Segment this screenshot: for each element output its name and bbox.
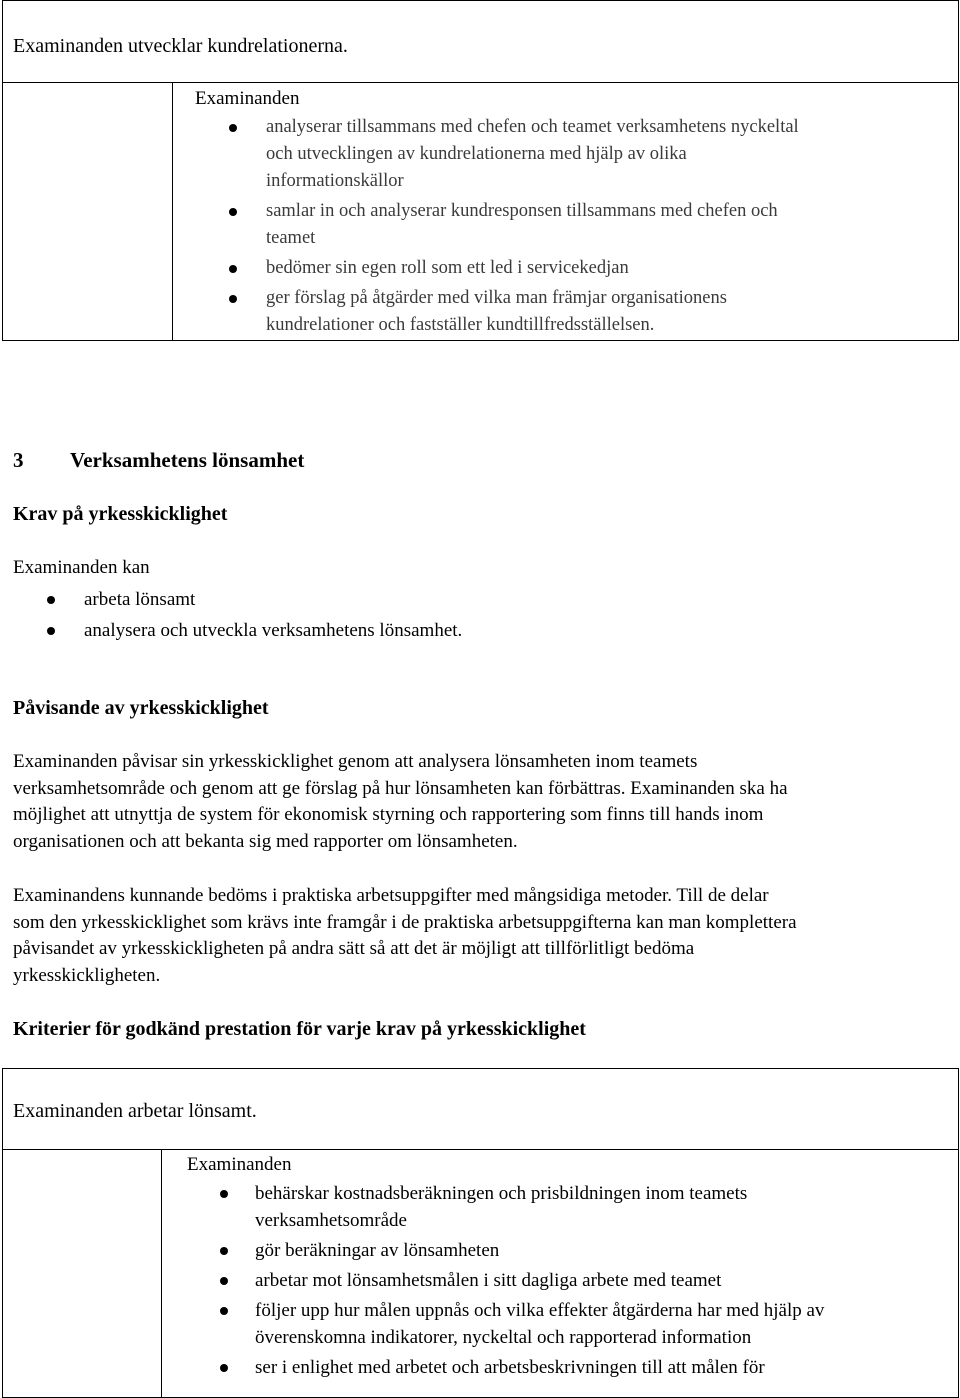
list-item xyxy=(255,1237,955,1264)
list-item-text: verksamhetsområde xyxy=(255,1210,407,1231)
section-number: 3 xyxy=(13,448,24,472)
list-item-text: arbeta lönsamt xyxy=(84,589,196,610)
list-item xyxy=(255,1267,955,1294)
table-2-header: Examinanden arbetar lönsamt. xyxy=(13,1100,257,1122)
section-heading xyxy=(13,446,305,474)
paragraph-line: yrkesskickligheten. xyxy=(13,964,161,986)
list-item-text: bedömer sin egen roll som ett led i servicekedjan xyxy=(266,258,629,278)
paragraph-line: som den yrkesskicklighet som krävs inte framgår i de praktiska arbetsuppgifterna kan man komplettera xyxy=(13,911,797,933)
list-item-text: ger förslag på åtgärder med vilka man främjar organisationens xyxy=(266,288,727,308)
table-divider xyxy=(3,82,958,83)
list-item-text: gör beräkningar av lönsamheten xyxy=(255,1240,500,1261)
list-item-text: kundrelationer och fastställer kundtillfredsställelsen. xyxy=(266,315,655,335)
pavisande-paragraph-1 xyxy=(13,749,958,855)
list-item xyxy=(84,616,884,645)
table-divider xyxy=(3,1149,958,1150)
list-item-text: följer upp hur målen uppnås och vilka effekter åtgärderna har med hjälp av xyxy=(255,1300,825,1321)
table-1-bullet-list xyxy=(266,114,956,339)
list-item xyxy=(255,1297,955,1351)
list-item-text: och utvecklingen av kundrelationerna med hjälp av olika xyxy=(266,144,687,164)
paragraph-line: organisationen och att bekanta sig med rapporter om lönsamheten. xyxy=(13,830,518,852)
table-column-divider xyxy=(161,1149,162,1397)
list-item-text: analysera och utveckla verksamhetens lönsamhet. xyxy=(84,620,463,641)
krav-bullet-list xyxy=(84,585,884,645)
krav-intro: Examinanden kan xyxy=(13,557,150,578)
pavisande-heading: Påvisande av yrkesskicklighet xyxy=(13,697,269,719)
list-item-text: samlar in och analyserar kundresponsen tillsammans med chefen och xyxy=(266,201,778,221)
paragraph-line: påvisandet av yrkesskickligheten på andra sätt så att det är möjligt att tillförlitligt bedöma xyxy=(13,938,695,959)
list-item xyxy=(266,255,956,282)
table-1-header: Examinanden utvecklar kundrelationerna. xyxy=(13,35,348,57)
list-item xyxy=(266,114,956,195)
krav-heading: Krav på yrkesskicklighet xyxy=(13,503,228,525)
list-item xyxy=(266,285,956,339)
list-item xyxy=(255,1180,955,1234)
list-item-text: arbetar mot lönsamhetsmålen i sitt dagliga arbete med teamet xyxy=(255,1270,722,1291)
paragraph-line: Examinanden påvisar sin yrkesskicklighet genom att analysera lönsamheten inom teamets xyxy=(13,751,698,772)
list-item xyxy=(255,1354,955,1381)
list-item xyxy=(266,198,956,252)
table-column-divider xyxy=(172,82,173,340)
list-item-text: analyserar tillsammans med chefen och teamet verksamhetens nyckeltal xyxy=(266,117,799,137)
paragraph-line: möjlighet att utnyttja de system för ekonomisk styrning och rapportering som finns till hands inom xyxy=(13,804,764,825)
list-item-text: behärskar kostnadsberäkningen och prisbildningen inom teamets xyxy=(255,1183,748,1204)
kriterier-heading: Kriterier för godkänd prestation för varje krav på yrkesskicklighet xyxy=(13,1018,586,1040)
paragraph-line: verksamhetsområde och genom att ge förslag på hur lönsamheten kan förbättras. Examinanden ska ha xyxy=(13,777,788,799)
table-1-intro: Examinanden xyxy=(195,88,300,109)
paragraph-line: Examinandens kunnande bedöms i praktiska arbetsuppgifter med mångsidiga metoder. Till de delar xyxy=(13,885,769,906)
table-2-bullet-list xyxy=(255,1180,955,1381)
table-2-intro: Examinanden xyxy=(187,1154,292,1175)
list-item-text: informationskällor xyxy=(266,171,404,191)
list-item-text: teamet xyxy=(266,228,316,248)
pavisande-paragraph-2 xyxy=(13,883,958,989)
section-title: Verksamhetens lönsamhet xyxy=(70,448,305,472)
list-item xyxy=(84,585,884,614)
list-item-text: överenskomna indikatorer, nyckeltal och rapporterad information xyxy=(255,1327,752,1348)
list-item-text: ser i enlighet med arbetet och arbetsbeskrivningen till att målen för xyxy=(255,1357,765,1378)
